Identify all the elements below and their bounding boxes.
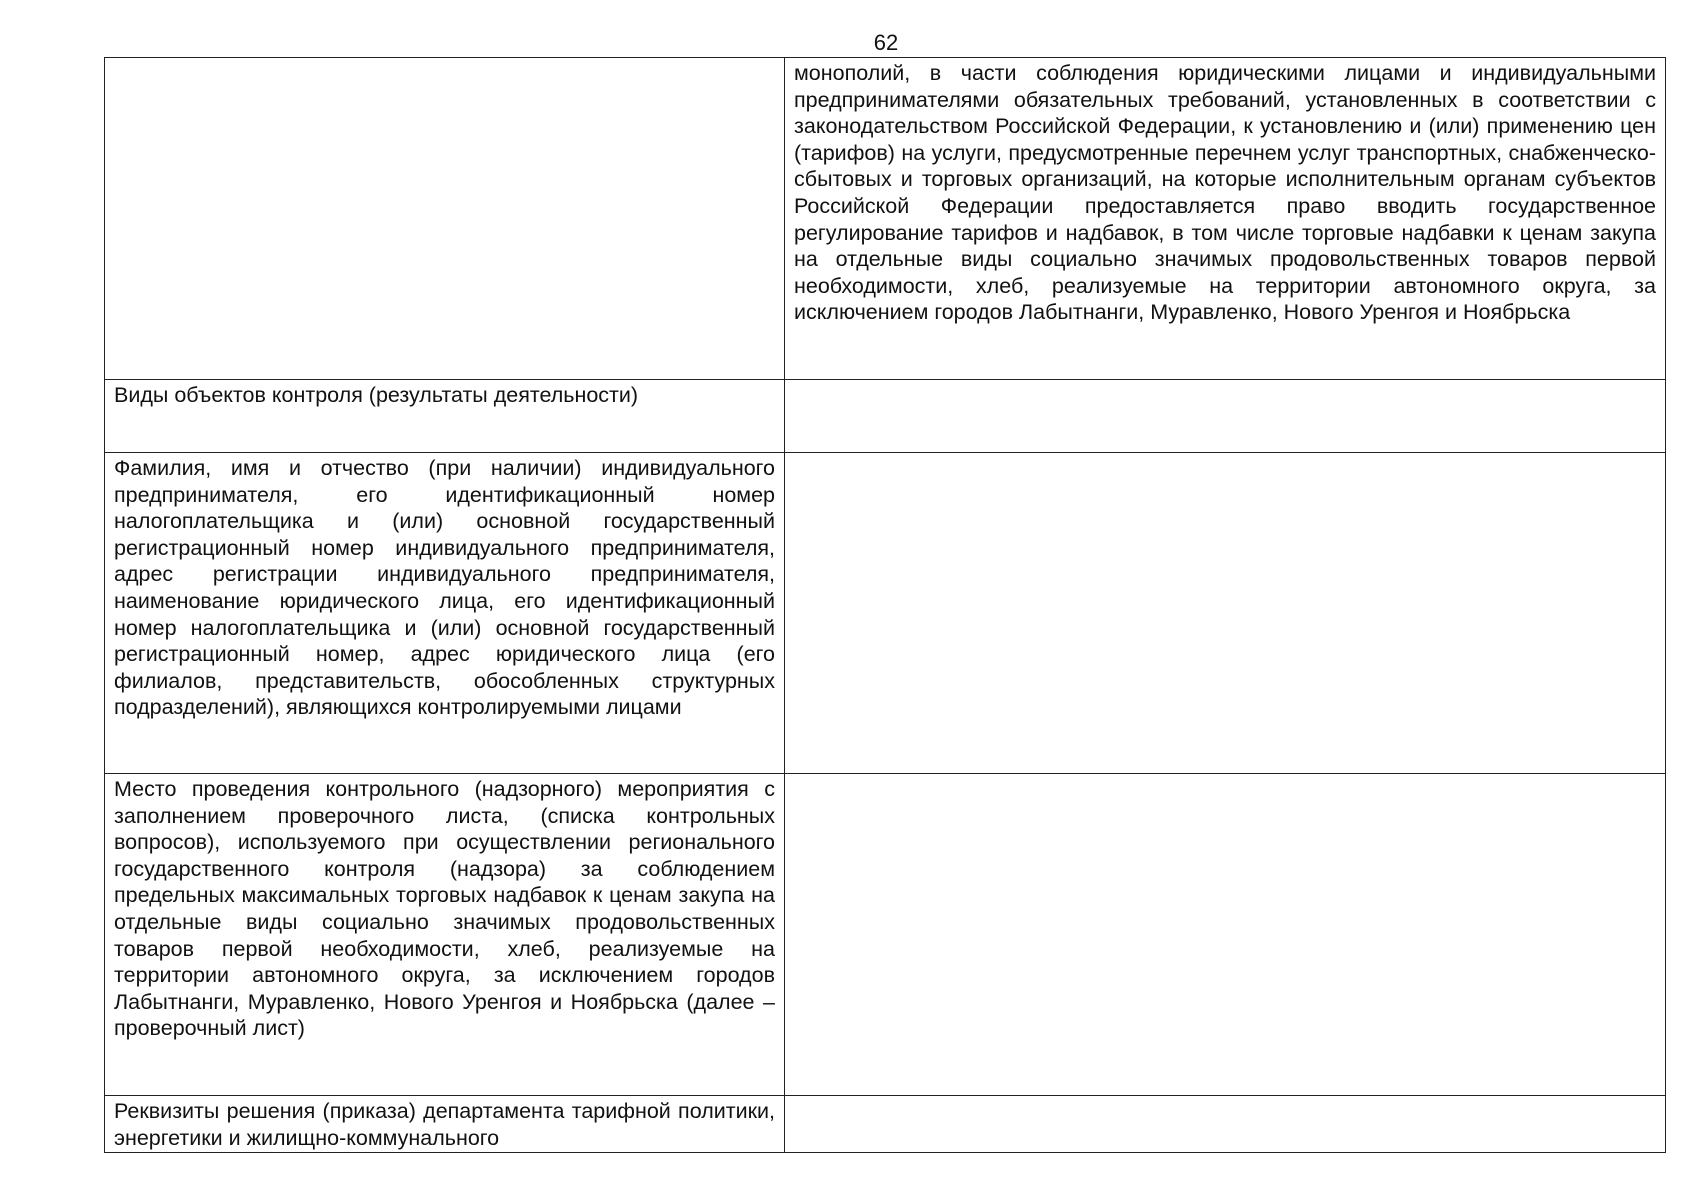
row-label-cell: Место проведения контрольного (надзорного) мероприятия с заполнением проверочного листа, (списка контрольных вопросов), используемого при осуществлении регионального государственного контроля (надзора) за соблюдением предельных максимальных торговых надбавок к ценам закупа на отдельные виды социально значимых продовольственных товаров первой необходимости, хлеб, реализуемые на территории автономного округа, за исключением городов Лабытнанги, Муравленко, Нового Уренгоя и Ноябрьска (далее – проверочный лист) (105, 774, 785, 1096)
row-value-cell (785, 380, 1666, 453)
row-value-cell (785, 774, 1666, 1096)
page-number: 62 (873, 30, 899, 55)
row-label-cell (105, 58, 785, 380)
table-row (105, 1096, 1666, 1153)
row-value-cell: монополий, в части соблюдения юридическими лицами и индивидуальными предпринимателями обязательных требований, установленных в соответствии с законодательством Российской Федерации, к установлению и (или) применению цен (тарифов) на услуги, предусмотренные перечнем услуг транспортных, снабженческо-сбытовых и торговых организаций, на которые исполнительным органам субъектов Российской Федерации предоставляется право вводить государственное регулирование тарифов и надбавок, в том числе торговые надбавки к ценам закупа на отдельные виды социально значимых продовольственных товаров первой необходимости, хлеб, реализуемые на территории автономного округа, за исключением городов Лабытнанги, Муравленко, Нового Уренгоя и Ноябрьска (785, 58, 1666, 380)
table-row (105, 774, 1666, 1096)
row-value-cell (785, 453, 1666, 774)
row-value-cell (785, 1096, 1666, 1153)
table-row (105, 58, 1666, 380)
row-label-cell: Виды объектов контроля (результаты деятельности) (105, 380, 785, 453)
row-label-cell: Реквизиты решения (приказа) департамента тарифной политики, энергетики и жилищно-коммунального (105, 1096, 785, 1153)
form-table (104, 57, 1666, 1153)
table-row (105, 453, 1666, 774)
row-label-cell: Фамилия, имя и отчество (при наличии) индивидуального предпринимателя, его идентификационный номер налогоплательщика и (или) основной государственный регистрационный номер индивидуального предпринимателя, адрес регистрации индивидуального предпринимателя, наименование юридического лица, его идентификационный номер налогоплательщика и (или) основной государственный регистрационный номер, адрес юридического лица (его филиалов, представительств, обособленных структурных подразделений), являющихся контролируемыми лицами (105, 453, 785, 774)
table-row (105, 380, 1666, 453)
